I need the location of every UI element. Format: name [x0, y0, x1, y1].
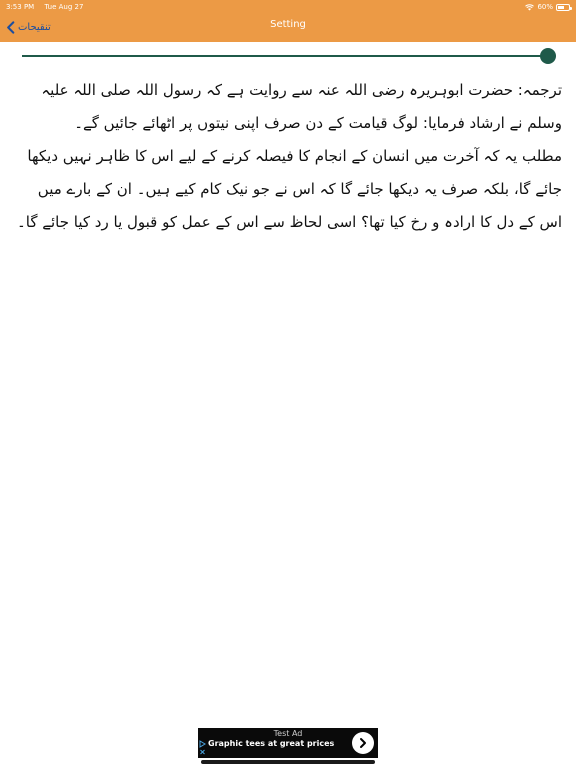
- ad-label: Test Ad: [273, 729, 303, 738]
- slider-thumb[interactable]: [540, 48, 556, 64]
- translation-paragraph: ترجمہ: حضرت ابوہریرہ رضی اللہ عنہ سے روایت ہے کہ رسول اللہ صلی اللہ علیہ وسلم نے ارشاد فرمایا: لوگ قیامت کے دن صرف اپنی نیتوں پر اٹھائے جائیں گے۔: [41, 81, 562, 132]
- ad-text: Graphic tees at great prices: [208, 739, 335, 748]
- back-button-label: تنقیحات: [18, 21, 51, 33]
- battery-fill: [558, 6, 564, 9]
- status-right: [525, 0, 570, 14]
- wifi-icon: [525, 4, 534, 11]
- status-date: Tue Aug 27: [44, 3, 84, 11]
- font-size-slider[interactable]: [22, 48, 556, 64]
- banner-ad[interactable]: [198, 728, 378, 758]
- slider-fill: [22, 55, 548, 57]
- home-indicator: [201, 760, 375, 764]
- hadith-text: [14, 74, 562, 239]
- chevron-right-icon: [357, 737, 369, 749]
- status-left: [6, 0, 91, 14]
- ad-arrow-button[interactable]: [352, 732, 374, 754]
- battery-percent: 60%: [537, 3, 553, 11]
- status-time: 3:53 PM: [6, 3, 35, 11]
- page-title: Setting: [270, 19, 306, 30]
- ad-choices-icon[interactable]: [199, 740, 206, 756]
- battery-icon: [556, 4, 570, 11]
- navigation-header: [0, 0, 576, 42]
- explanation-paragraph: مطلب یہ کہ آخرت میں انسان کے انجام کا فیصلہ کرنے کے لیے اس کا ظاہر نہیں دیکھا جائے گا، بلکہ صرف یہ دیکھا جائے گا کہ اس نے جو نیک کام کیے ہیں۔ ان کے بارے میں اس کے دل کا ارادہ و رخ کیا تھا؟ اسی لحاظ سے اس کے عمل کو قبول یا رد کیا جائے گا۔: [16, 147, 562, 231]
- status-bar: [0, 0, 576, 14]
